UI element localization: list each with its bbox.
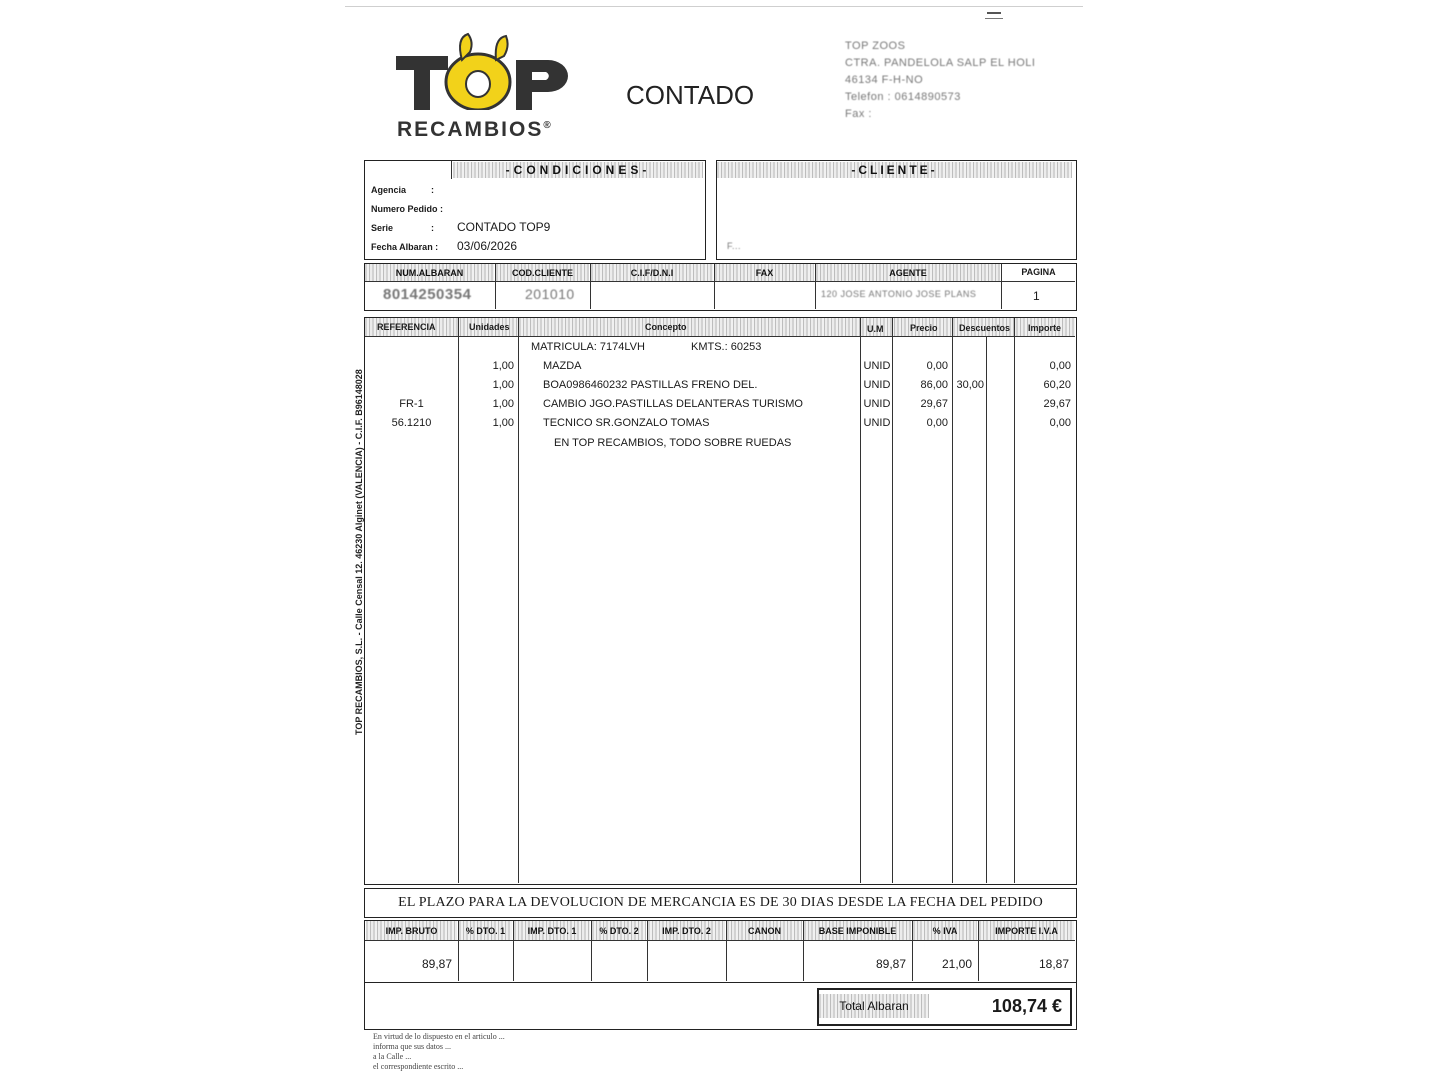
line-ref: 56.1210 bbox=[391, 417, 432, 429]
line-price: 29,67 bbox=[920, 398, 948, 410]
total-albaran-box bbox=[817, 988, 1072, 1026]
total-footer-box bbox=[364, 982, 1077, 1030]
vendor-line: CTRA. PANDELOLA SALP EL HOLI bbox=[845, 57, 1036, 69]
vendor-block bbox=[845, 38, 1035, 123]
fecha-value: 03/06/2026 bbox=[457, 239, 518, 253]
legal-line: a la Calle ... bbox=[373, 1052, 412, 1061]
matricula: MATRICULA: 7174LVH bbox=[531, 341, 645, 353]
condiciones-colon: : bbox=[431, 223, 434, 233]
line-amount: 0,00 bbox=[1049, 360, 1071, 372]
total-label: Total Albaran bbox=[819, 994, 929, 1018]
col-unidades: Unidades bbox=[469, 322, 510, 332]
line-amount: 29,67 bbox=[1043, 398, 1071, 410]
side-company-info: TOP RECAMBIOS, S.L. - Calle Censal 12. 46230 Alginet (VALENCIA) - C.I.F. B96148028 bbox=[354, 369, 364, 735]
col-referencia: REFERENCIA bbox=[377, 322, 436, 332]
vendor-line: 46134 F-H-NO bbox=[845, 74, 924, 86]
col-precio: Precio bbox=[910, 323, 938, 333]
line-amount: 0,00 bbox=[1049, 417, 1071, 429]
line-ref: FR-1 bbox=[399, 398, 424, 410]
cliente-stray-text: F... bbox=[727, 241, 742, 251]
condiciones-label: Numero Pedido : bbox=[371, 204, 444, 214]
condiciones-label: Agencia bbox=[371, 185, 407, 195]
line-um: UNID bbox=[863, 417, 891, 429]
legal-footer bbox=[373, 1032, 505, 1072]
line-concept: BOA0986460232 PASTILLAS FRENO DEL. bbox=[543, 379, 758, 391]
line-concept: TECNICO SR.GONZALO TOMAS bbox=[543, 417, 710, 429]
totals-value: 89,87 bbox=[875, 957, 906, 971]
col-descuentos: Descuentos bbox=[959, 323, 1011, 333]
condiciones-label: Fecha Albaran : bbox=[371, 242, 439, 252]
col-pagina: PAGINA bbox=[1021, 267, 1056, 277]
slogan: EN TOP RECAMBIOS, TODO SOBRE RUEDAS bbox=[554, 437, 792, 449]
legal-line: En virtud de lo dispuesto en el articulo ... bbox=[373, 1032, 505, 1041]
albaran-header bbox=[364, 263, 1077, 311]
line-units: 1,00 bbox=[492, 417, 514, 429]
line-units: 1,00 bbox=[492, 379, 514, 391]
condiciones-colon: : bbox=[431, 185, 434, 195]
line-price: 86,00 bbox=[920, 379, 948, 391]
col-num-albaran: NUM.ALBARAN bbox=[365, 264, 494, 281]
logo bbox=[392, 30, 582, 145]
col-cif: C.I.F/D.N.I bbox=[591, 264, 713, 281]
col-concepto: Concepto bbox=[645, 322, 687, 332]
col-um: U.M bbox=[867, 324, 884, 334]
serie-value: CONTADO TOP9 bbox=[457, 220, 551, 234]
sheet-edge bbox=[345, 6, 1083, 7]
col-importe: Importe bbox=[1028, 323, 1062, 333]
line-um: UNID bbox=[863, 398, 891, 410]
totals-value: 21,00 bbox=[941, 957, 972, 971]
totals-header: IMP. DTO. 2 bbox=[648, 921, 725, 940]
condiciones-box bbox=[364, 160, 706, 260]
vendor-line: Fax : bbox=[845, 108, 872, 120]
totals-header: IMP. DTO. 1 bbox=[514, 921, 590, 940]
num-albaran-value: 8014250354 bbox=[383, 286, 472, 303]
kmts: KMTS.: 60253 bbox=[691, 341, 762, 353]
cliente-box bbox=[716, 160, 1077, 260]
logo-mark-icon bbox=[392, 30, 582, 110]
vendor-line: TOP ZOOS bbox=[845, 40, 906, 52]
line-amount: 60,20 bbox=[1043, 379, 1071, 391]
col-fax: FAX bbox=[715, 264, 814, 281]
col-agente: AGENTE bbox=[816, 264, 1000, 281]
total-value: 108,74 € bbox=[991, 996, 1062, 1016]
pagina-value: 1 bbox=[1033, 289, 1040, 303]
line-price: 0,00 bbox=[926, 360, 948, 372]
return-policy-notice bbox=[364, 888, 1077, 918]
condiciones-title: -CONDICIONES- bbox=[453, 162, 703, 178]
doc-type: CONTADO bbox=[626, 80, 755, 110]
line-concept: MAZDA bbox=[543, 360, 582, 372]
totals-header: % IVA bbox=[913, 921, 977, 940]
cod-cliente-value: 201010 bbox=[525, 286, 575, 302]
line-um: UNID bbox=[863, 360, 891, 372]
cliente-title: -CLIENTE- bbox=[717, 162, 1072, 178]
notice-text: EL PLAZO PARA LA DEVOLUCION DE MERCANCIA ES DE 30 DIAS DESDE LA FECHA DEL PEDIDO bbox=[398, 895, 1043, 910]
logo-subtitle: RECAMBIOS® bbox=[397, 118, 553, 141]
totals-header: % DTO. 2 bbox=[592, 921, 646, 940]
totals-header: CANON bbox=[727, 921, 802, 940]
totals-header: IMP. BRUTO bbox=[366, 921, 457, 940]
line-units: 1,00 bbox=[492, 360, 514, 372]
totals-header: % DTO. 1 bbox=[459, 921, 512, 940]
col-cod-cliente: COD.CLIENTE bbox=[496, 264, 589, 281]
totals-value: 18,87 bbox=[1038, 957, 1069, 971]
totals-table bbox=[364, 920, 1077, 983]
legal-line: informa que sus datos ... bbox=[373, 1042, 451, 1051]
scan-mark bbox=[987, 12, 1001, 14]
line-concept: CAMBIO JGO.PASTILLAS DELANTERAS TURISMO bbox=[543, 398, 803, 410]
lines-table bbox=[364, 317, 1077, 885]
line-disc: 30,00 bbox=[956, 379, 984, 391]
vendor-line: Telefon : 0614890573 bbox=[845, 91, 961, 103]
legal-line: el correspondiente escrito ... bbox=[373, 1062, 464, 1071]
line-um: UNID bbox=[863, 379, 891, 391]
totals-value: 89,87 bbox=[421, 957, 452, 971]
totals-header: IMPORTE I.V.A bbox=[979, 921, 1074, 940]
totals-header: BASE IMPONIBLE bbox=[804, 921, 911, 940]
scan-mark bbox=[985, 18, 1003, 19]
line-units: 1,00 bbox=[492, 398, 514, 410]
line-price: 0,00 bbox=[926, 417, 948, 429]
condiciones-label: Serie bbox=[371, 223, 394, 233]
agente-value: 120 JOSE ANTONIO JOSE PLANS bbox=[821, 289, 977, 299]
